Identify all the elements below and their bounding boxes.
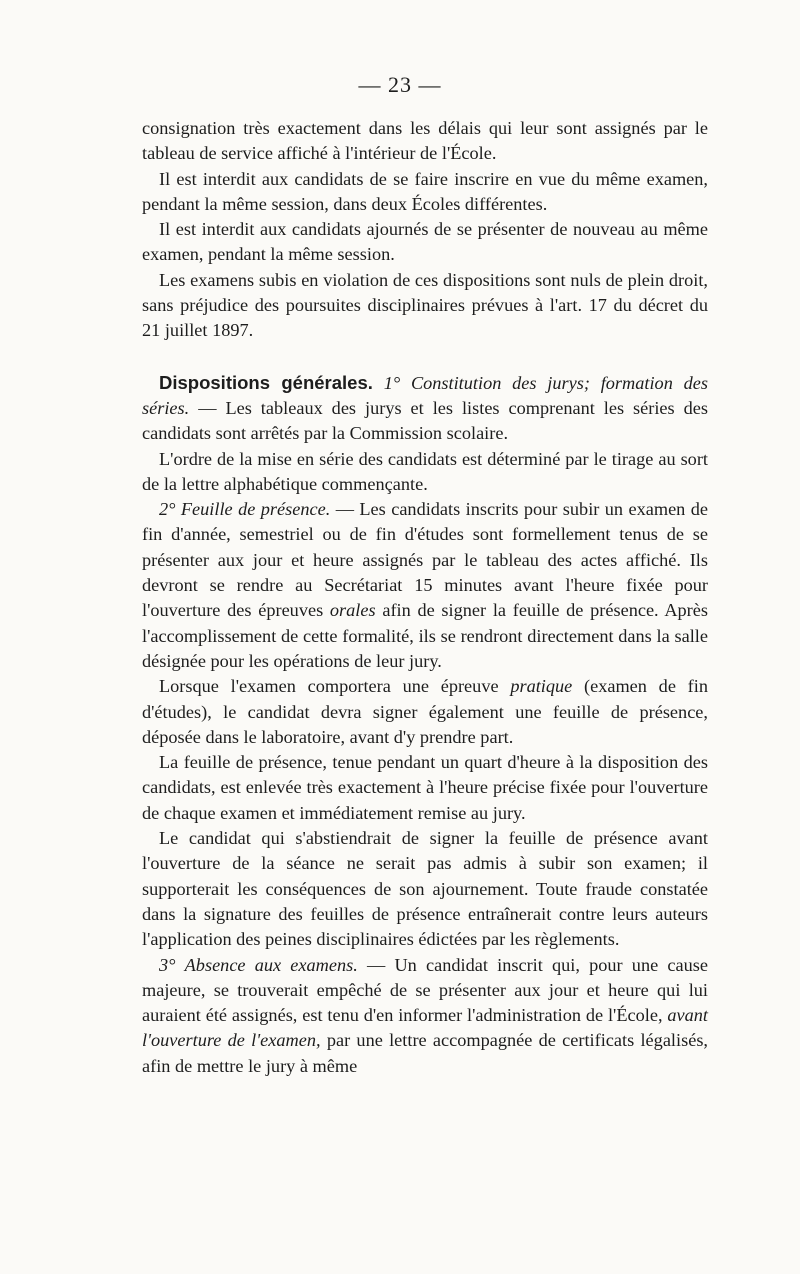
section-attendance-sheet xyxy=(142,497,708,674)
text: Lorsque l'examen comportera une épreuve xyxy=(159,676,511,697)
emphasis: avant l'ouverture de l'examen, xyxy=(142,1005,708,1051)
page-number: — 23 — xyxy=(358,72,442,97)
paragraph-sheet-removal: La feuille de présence, tenue pendant un quart d'heure à la disposition des candidats, est enlevée très exactement à l'heure précise fixée pour l'ouverture de chaque examen et immédiatement remise au jury. xyxy=(142,752,708,823)
paragraph-practical-exam xyxy=(142,674,708,750)
item-text: — Les candidats inscrits pour subir un examen de fin d'année, semestriel ou de fin d'études sont formellement tenus de se présenter aux jour et heure assignés par le tableau des actes affiché. Ils devront se rendre au Secrétariat 15 minutes avant l'heure fixée pour l'ouverture des épreuves xyxy=(142,499,708,621)
paragraph-continuation: consignation très exactement dans les délais qui leur sont assignés par le tableau de service affiché à l'intérieur de l'École. xyxy=(142,118,708,164)
item-number: 3° xyxy=(159,954,176,975)
page-body xyxy=(142,116,708,1079)
item-text: — Les tableaux des jurys et les listes comprenant les séries des candidats sont arrêtés par la Commission scolaire. xyxy=(142,397,708,444)
section-spacer xyxy=(142,344,708,370)
item-text: afin de signer la feuille de présence. Après l'accomplissement de cette formalité, ils se rendront directement dans la salle désignée pour les opérations de leur jury. xyxy=(142,600,708,671)
item-title: Feuille de présence. xyxy=(180,499,331,520)
item-text: — Un candidat inscrit qui, pour une cause majeure, se trouverait empêché de se présenter aux jour et heure qui lui auraient été assignés, est tenu d'en informer l'administration de l'École, xyxy=(142,954,708,1026)
paragraph-sheet-fraud: Le candidat qui s'abstiendrait de signer la feuille de présence avant l'ouverture de la séance ne serait pas admis à subir son examen; il supporterait les conséquences de son ajournement. Toute fraude constatée dans la signature des feuilles de présence entraînerait contre leurs auteurs l'application des peines disciplinaires édictées par les règlements. xyxy=(142,828,708,950)
section-absence xyxy=(142,953,708,1079)
item-title: Absence aux examens. xyxy=(184,954,358,975)
text: (examen de fin d'études), le candidat devra signer également une feuille de présence, déposée dans le laboratoire, avant d'y prendre part. xyxy=(142,676,708,747)
emphasis: orales xyxy=(329,600,376,621)
item-title: Constitution des jurys; formation des séries. xyxy=(142,372,708,418)
paragraph-adjourned-candidates: Il est interdit aux candidats ajournés de se présenter de nouveau au même examen, pendant la même session. xyxy=(142,219,708,265)
item-number: 2° xyxy=(159,499,176,520)
item-number: 1° xyxy=(383,372,401,393)
section-general-provisions xyxy=(142,370,708,447)
item-text: par une lettre accompagnée de certificats légalisés, afin de mettre le jury à même xyxy=(142,1030,708,1076)
emphasis: pratique xyxy=(510,676,573,697)
paragraph-double-registration: Il est interdit aux candidats de se faire inscrire en vue du même examen, pendant la même session, dans deux Écoles différentes. xyxy=(142,168,708,214)
section-heading: Dispositions générales. xyxy=(159,371,373,393)
paragraph-violation-nullity: Les examens subis en violation de ces dispositions sont nuls de plein droit, sans préjudice des poursuites disciplinaires prévues à l'art. 17 du décret du 21 juillet 1897. xyxy=(142,269,708,341)
paragraph-series-order: L'ordre de la mise en série des candidats est déterminé par le tirage au sort de la lettre alphabétique commençante. xyxy=(142,448,708,494)
